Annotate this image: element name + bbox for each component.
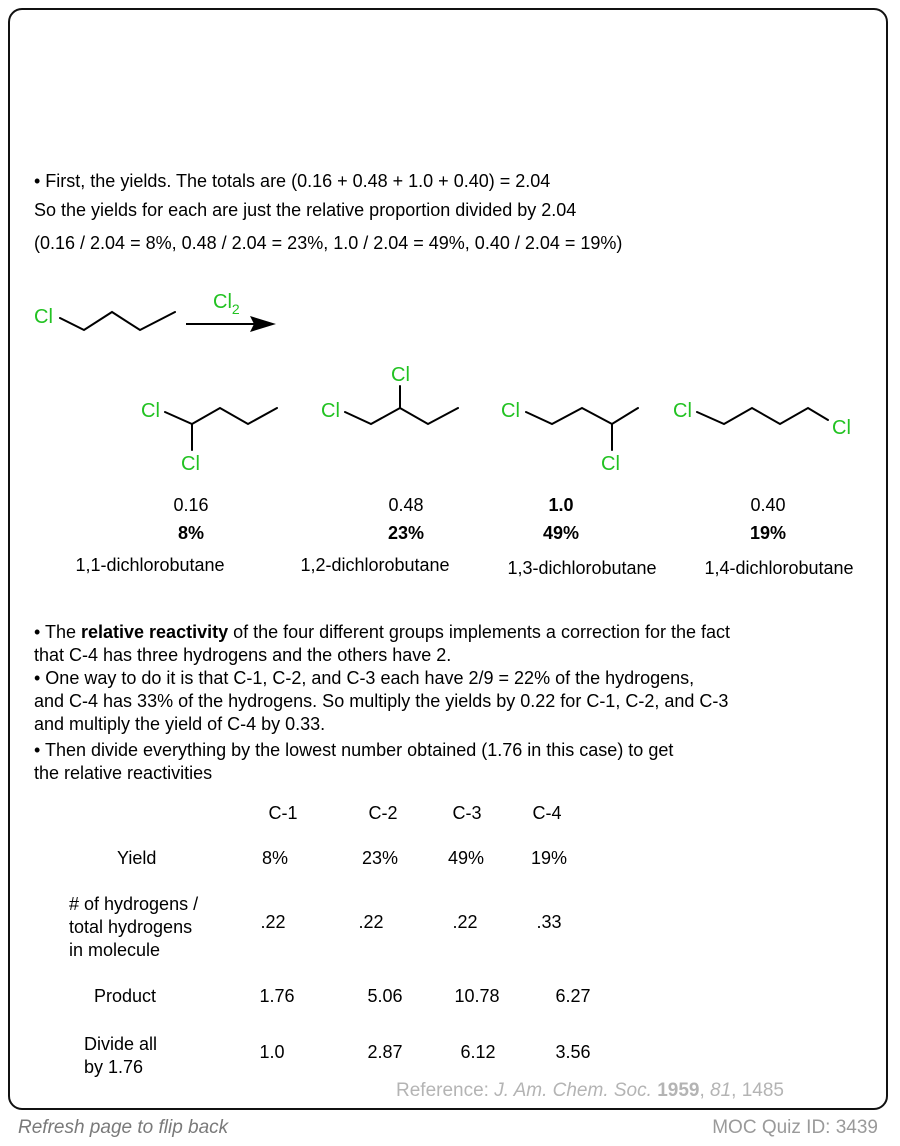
chain <box>345 408 458 424</box>
product-3-value: 1.0 <box>548 495 574 515</box>
table-cell: 10.78 <box>454 986 500 1006</box>
reagent-label: $Cl_2$ <box>213 291 240 317</box>
product-3-name: 1,3-dichlorobutane <box>507 558 657 578</box>
table-cell: 1.0 <box>259 1042 285 1062</box>
table-cell: 1.76 <box>259 986 295 1006</box>
table-cell: .22 <box>452 912 478 932</box>
table-cell: 49% <box>447 848 485 868</box>
table-cell: 23% <box>361 848 399 868</box>
molecule-1-4-dichlorobutane <box>673 400 851 439</box>
explanation-line-1: • The relative reactivity of the four different groups implements a correction for the fact <box>34 622 731 642</box>
cl-label: Cl <box>832 417 851 439</box>
column-header: C-4 <box>532 803 562 823</box>
reactant-chlorobutane <box>34 306 175 330</box>
reactant-cl-label: Cl <box>34 306 53 328</box>
reactant-chain <box>60 312 175 330</box>
molecule-1-3-dichlorobutane <box>501 400 638 475</box>
product-2-name: 1,2-dichlorobutane <box>300 555 450 575</box>
product-1-name: 1,1-dichlorobutane <box>75 555 225 575</box>
product-1-value: 0.16 <box>173 495 209 515</box>
literature-reference: Reference: J. Am. Chem. Soc. 1959, 81, 1485 <box>396 1080 785 1101</box>
quiz-id: MOC Quiz ID: 3439 <box>712 1117 878 1138</box>
row-label-product: Product <box>94 986 157 1006</box>
row-label-hydrogen-fraction: # of hydrogens / total hydrogens in molecule <box>69 894 199 960</box>
row-label-yield: Yield <box>117 848 157 868</box>
product-1-percent: 8% <box>177 523 204 543</box>
explanation-line-3: • One way to do it is that C-1, C-2, and C-3 each have 2/9 = 22% of the hydrogens, <box>34 668 695 688</box>
table-cell: 5.06 <box>367 986 403 1006</box>
table-cell: 8% <box>261 848 288 868</box>
column-header: C-1 <box>268 803 298 823</box>
cl-label: Cl <box>391 364 410 386</box>
chain <box>165 408 277 424</box>
molecule-1-1-dichlorobutane <box>141 400 277 475</box>
intro-line-3: (0.16 / 2.04 = 8%, 0.48 / 2.04 = 23%, 1.0 / 2.04 = 49%, 0.40 / 2.04 = 19%) <box>34 233 623 253</box>
table-cell: 19% <box>530 848 568 868</box>
table-cell: .22 <box>260 912 286 932</box>
product-3-percent: 49% <box>542 523 580 543</box>
cl-label: Cl <box>141 400 160 422</box>
explanation-line-4: and C-4 has 33% of the hydrogens. So multiply the yields by 0.22 for C-1, C-2, and C-3 <box>34 691 729 711</box>
product-2-percent: 23% <box>387 523 425 543</box>
chain <box>697 408 828 424</box>
intro-line-1: • First, the yields. The totals are (0.16 + 0.48 + 1.0 + 0.40) = 2.04 <box>34 171 551 191</box>
flip-back-hint[interactable]: Refresh page to flip back <box>18 1117 229 1138</box>
explanation-line-2: that C-4 has three hydrogens and the others have 2. <box>34 645 452 665</box>
explanation-line-5: and multiply the yield of C-4 by 0.33. <box>34 714 326 734</box>
relative-reactivity-term: relative reactivity <box>81 622 229 642</box>
cl-label: Cl <box>501 400 520 422</box>
product-4-percent: 19% <box>749 523 787 543</box>
table-cell: 3.56 <box>555 1042 591 1062</box>
table-cell: .22 <box>358 912 384 932</box>
table-cell: 6.12 <box>460 1042 496 1062</box>
cl-label: Cl <box>181 453 200 475</box>
table-cell: 2.87 <box>367 1042 403 1062</box>
product-2-value: 0.48 <box>388 495 424 515</box>
table-cell: .33 <box>536 912 562 932</box>
intro-line-2: So the yields for each are just the relative proportion divided by 2.04 <box>34 200 577 220</box>
molecule-1-2-dichlorobutane <box>321 364 458 424</box>
column-header: C-2 <box>368 803 398 823</box>
column-header: C-3 <box>452 803 482 823</box>
cl-label: Cl <box>601 453 620 475</box>
row-label-divide: Divide all by 1.76 <box>84 1034 158 1077</box>
chain <box>526 408 638 424</box>
reaction-arrow <box>186 291 276 332</box>
cl-label: Cl <box>673 400 692 422</box>
product-4-value: 0.40 <box>750 495 786 515</box>
cl-label: Cl <box>321 400 340 422</box>
explanation-line-7: the relative reactivities <box>34 763 213 783</box>
table-cell: 6.27 <box>555 986 591 1006</box>
explanation-line-6: • Then divide everything by the lowest number obtained (1.76 in this case) to get <box>34 740 674 760</box>
product-4-name: 1,4-dichlorobutane <box>704 558 854 578</box>
